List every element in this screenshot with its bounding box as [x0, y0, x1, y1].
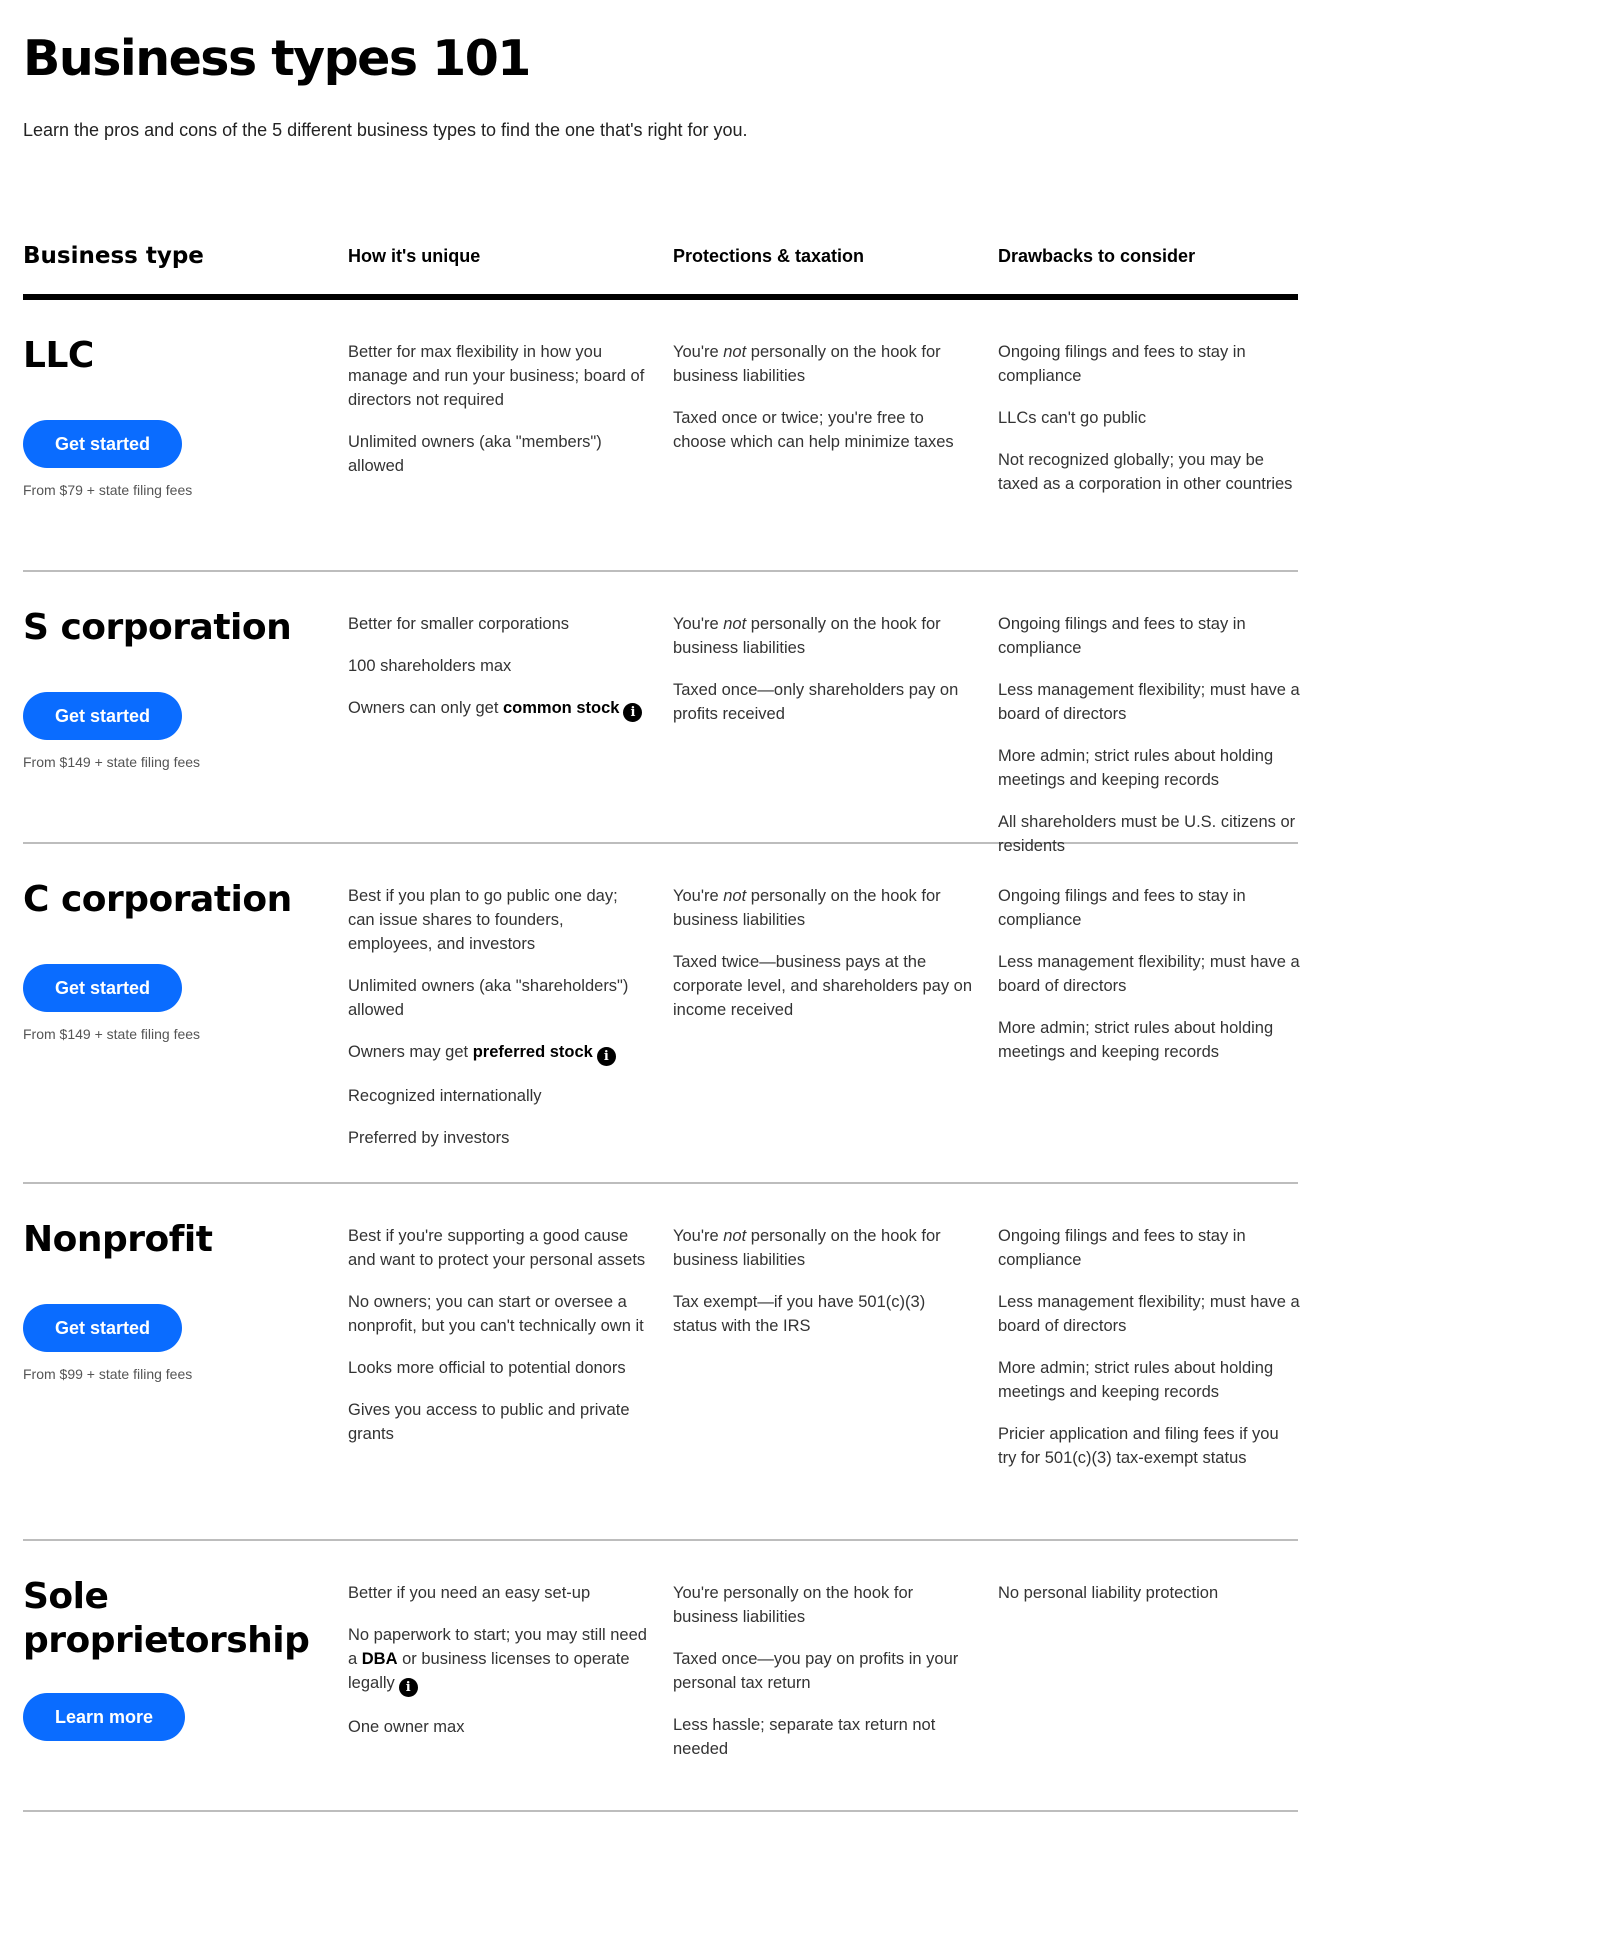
table-header [23, 228, 1298, 300]
business-type-cell [23, 334, 323, 502]
table-row-c-corporation [23, 844, 1298, 1184]
list-item: More admin; strict rules about holding meetings and keeping records [998, 747, 1274, 789]
table-row-llc [23, 300, 1298, 572]
list-item: You're personally on the hook for business liabilities [673, 1584, 914, 1626]
business-type-cell [23, 606, 323, 774]
get-started-button[interactable]: Get started [23, 1304, 182, 1352]
list-item: No owners; you can start or oversee a nonprofit, but you can't technically own it [348, 1293, 644, 1335]
list-item: More admin; strict rules about holding meetings and keeping records [998, 1019, 1274, 1061]
emphasis-text: not [723, 1227, 747, 1245]
learn-more-button[interactable]: Learn more [23, 1693, 185, 1741]
emphasis-text: not [723, 887, 747, 905]
list-item: Gives you access to public and private grants [348, 1401, 630, 1443]
list-item: 100 shareholders max [348, 657, 512, 675]
list-item: You're not personally on the hook for business liabilities [673, 887, 941, 929]
protections-cell [673, 1224, 973, 1356]
bold-term: DBA [361, 1650, 398, 1668]
list-item: Owners may get preferred stock i [348, 1040, 648, 1066]
list-item: Tax exempt—if you have 501(c)(3) status with the IRS [673, 1293, 926, 1335]
table-body [23, 300, 1298, 1812]
list-item: One owner max [348, 1718, 465, 1736]
table-row-sole-proprietorship [23, 1541, 1298, 1812]
business-type-cell [23, 1575, 323, 1741]
list-item: Taxed twice—business pays at the corporate level, and shareholders pay on income received [673, 953, 973, 1019]
list-item: Less management flexibility; must have a board of directors [998, 1293, 1300, 1335]
column-header-protections: Protections & taxation [673, 246, 865, 266]
business-type-name: C corporation [23, 879, 292, 920]
list-item: Ongoing filings and fees to stay in compliance [998, 1227, 1246, 1269]
get-started-button[interactable]: Get started [23, 420, 182, 468]
list-item: Less management flexibility; must have a board of directors [998, 953, 1300, 995]
emphasis-text: not [723, 615, 747, 633]
unique-cell [348, 612, 648, 740]
info-icon[interactable]: i [399, 1678, 418, 1697]
list-item: Better for smaller corporations [348, 615, 570, 633]
list-item: Ongoing filings and fees to stay in compliance [998, 615, 1246, 657]
column-header-business-type: Business type [23, 243, 204, 269]
drawbacks-cell [998, 1224, 1300, 1488]
drawbacks-cell [998, 1581, 1300, 1623]
get-started-button[interactable]: Get started [23, 692, 182, 740]
list-item: All shareholders must be U.S. citizens or residents [998, 813, 1296, 855]
list-item: You're not personally on the hook for business liabilities [673, 615, 941, 657]
list-item: More admin; strict rules about holding meetings and keeping records [998, 1359, 1274, 1401]
price-text: From $99 + state filing fees [23, 1366, 193, 1382]
protections-cell [673, 612, 973, 744]
list-item: Unlimited owners (aka "shareholders") allowed [348, 977, 629, 1019]
column-header-drawbacks: Drawbacks to consider [998, 246, 1196, 266]
list-item: LLCs can't go public [998, 409, 1147, 427]
table-row-s-corporation [23, 572, 1300, 855]
drawbacks-cell [998, 884, 1300, 1082]
list-item: Better if you need an easy set-up [348, 1584, 591, 1602]
list-item: Owners can only get common stock i [348, 696, 648, 722]
bold-term: common stock [503, 699, 620, 717]
page-subtitle: Learn the pros and cons of the 5 different business types to find the one that's right for you. [23, 120, 748, 140]
list-item: Taxed once—only shareholders pay on profits received [673, 681, 959, 723]
price-text: From $149 + state filing fees [23, 1026, 201, 1042]
drawbacks-cell [998, 340, 1300, 514]
list-item: Better for max flexibility in how you manage and run your business; board of directors not required [348, 343, 645, 409]
unique-cell [348, 1581, 648, 1757]
bold-term: preferred stock [472, 1043, 593, 1061]
list-item: Unlimited owners (aka "members") allowed [348, 433, 602, 475]
list-item: No personal liability protection [998, 1584, 1219, 1602]
list-item: Less management flexibility; must have a board of directors [998, 681, 1300, 723]
list-item: Recognized internationally [348, 1087, 542, 1105]
list-item: Ongoing filings and fees to stay in compliance [998, 343, 1246, 385]
unique-cell [348, 884, 648, 1168]
list-item: Pricier application and filing fees if you try for 501(c)(3) tax-exempt status [998, 1425, 1279, 1467]
list-item: You're not personally on the hook for business liabilities [673, 343, 941, 385]
list-item: Best if you plan to go public one day; can issue shares to founders, employees, and investors [348, 887, 618, 953]
protections-cell [673, 884, 973, 1040]
table-row-nonprofit [23, 1184, 1298, 1541]
info-icon[interactable]: i [597, 1047, 616, 1066]
list-item: Taxed once—you pay on profits in your personal tax return [673, 1650, 959, 1692]
info-icon[interactable]: i [623, 703, 642, 722]
list-item: Not recognized globally; you may be taxed as a corporation in other countries [998, 451, 1293, 493]
column-header-unique: How it's unique [348, 246, 481, 266]
unique-cell [348, 340, 648, 496]
list-item: Taxed once or twice; you're free to choose which can help minimize taxes [673, 409, 954, 451]
list-item: Less hassle; separate tax return not needed [673, 1716, 936, 1758]
price-text: From $149 + state filing fees [23, 754, 201, 770]
protections-cell [673, 340, 973, 472]
business-type-name: Sole proprietorship [23, 1576, 310, 1661]
list-item: Best if you're supporting a good cause and want to protect your personal assets [348, 1227, 646, 1269]
list-item: Preferred by investors [348, 1129, 510, 1147]
business-type-cell [23, 878, 323, 1046]
page-title: Business types 101 [23, 30, 530, 87]
protections-cell [673, 1581, 973, 1779]
business-types-table [23, 228, 1298, 1812]
emphasis-text: not [723, 343, 747, 361]
business-type-name: LLC [23, 335, 94, 376]
price-text: From $79 + state filing fees [23, 482, 193, 498]
unique-cell [348, 1224, 648, 1464]
drawbacks-cell [998, 612, 1300, 876]
list-item: Looks more official to potential donors [348, 1359, 626, 1377]
list-item: No paperwork to start; you may still need a DBA or business licenses to operate legally i [348, 1626, 647, 1695]
list-item: You're not personally on the hook for business liabilities [673, 1227, 941, 1269]
business-type-name: Nonprofit [23, 1219, 213, 1260]
list-item: Ongoing filings and fees to stay in compliance [998, 887, 1246, 929]
business-type-name: S corporation [23, 607, 292, 648]
business-type-cell [23, 1218, 323, 1386]
get-started-button[interactable]: Get started [23, 964, 182, 1012]
